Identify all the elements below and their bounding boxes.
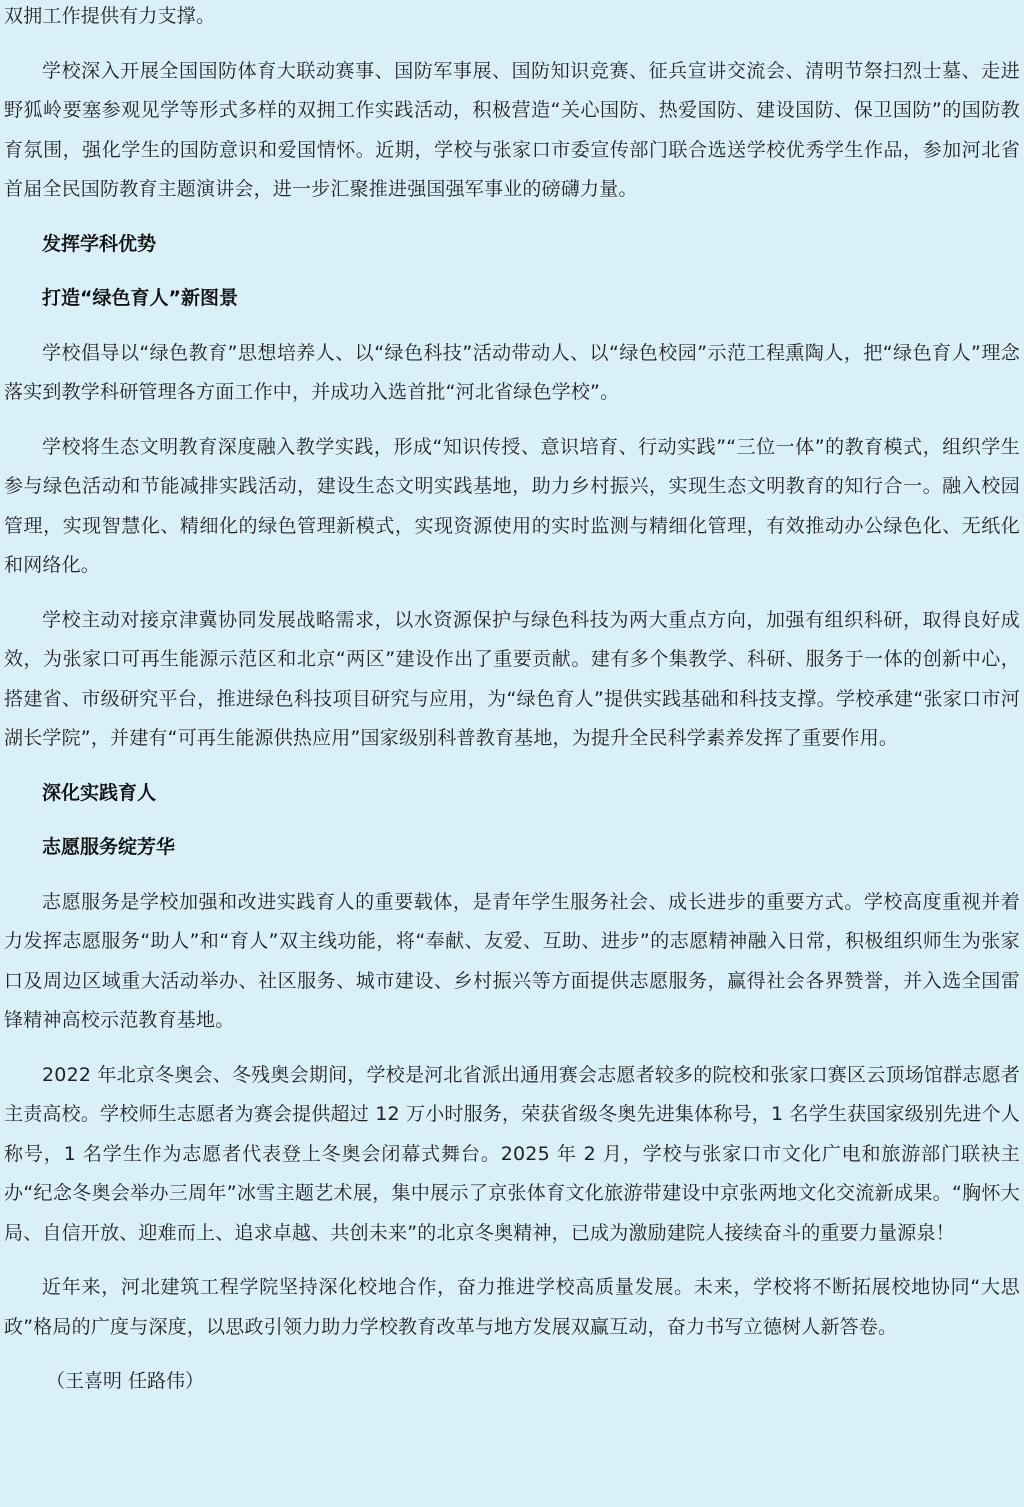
paragraph-gap bbox=[4, 586, 1020, 601]
paragraph-gap bbox=[4, 264, 1020, 279]
section-heading-discipline: 发挥学科优势 bbox=[42, 232, 157, 255]
paragraph-conclusion: 近年来，河北建筑工程学院坚持深化校地合作，奋力推进学校高质量发展。未来，学校将不断拓展校地协同“大思政”格局的广度与深度，以思政引领力助力学校教育改革与地方发展双赢互动，奋力书写立德树人新答卷。 bbox=[4, 1276, 1020, 1338]
paragraph-green-education: 学校倡导以“绿色教育”思想培养人、以“绿色科技”活动带动人、以“绿色校园”示范工程熏陶人，把“绿色育人”理念落实到教学科研管理各方面工作中，并成功入选首批“河北省绿色学校”。 bbox=[4, 341, 1020, 403]
paragraph-gap bbox=[4, 868, 1020, 883]
paragraph-national-defense: 学校深入开展全国国防体育大联动赛事、国防军事展、国防知识竞赛、征兵宣讲交流会、清明节祭扫烈士墓、走进野狐岭要塞参观见学等形式多样的双拥工作实践活动，积极营造“关心国防、热爱国防、建设国防、保卫国防”的国防教育氛围，强化学生的国防意识和爱国情怀。近期，学校与张家口市委宣传部门联合选送学校优秀学生作品，参加河北省首届全民国防教育主题演讲会，进一步汇聚推进强国强军事业的磅礴力量。 bbox=[4, 59, 1020, 200]
section-subheading-volunteer: 志愿服务绽芳华 bbox=[42, 836, 176, 858]
paragraph-gap bbox=[4, 319, 1020, 334]
section-subheading-green: 打造“绿色育人”新图景 bbox=[42, 287, 238, 309]
paragraph-gap bbox=[4, 210, 1020, 225]
author-byline: （王喜明 任路伟） bbox=[46, 1370, 205, 1392]
paragraph-gap bbox=[4, 1347, 1020, 1362]
paragraph-gap bbox=[4, 413, 1020, 428]
paragraph-winter-olympics: 2022 年北京冬奥会、冬残奥会期间，学校是河北省派出通用赛会志愿者较多的院校和张家口赛区云顶场馆群志愿者主责高校。学校师生志愿者为赛会提供超过 12 万小时服务，荣获省级冬奥先进集体称号，1 名学生获国家级别先进个人称号，1 名学生作为志愿者代表登上冬奥会闭幕式舞台。2025 年 2 月，学校与张家口市文化广电和旅游部门联袂主办“纪念冬奥会举办三周年”冰雪主题艺术展，集中展示了京张体育文化旅游带建设中京张两地文化交流新成果。“胸怀大局、自信开放、迎难而上、追求卓越、共创未来”的北京冬奥精神，已成为激励建院人接续奋斗的重要力量源泉！ bbox=[4, 1063, 1020, 1244]
paragraph-research: 学校主动对接京津冀协同发展战略需求，以水资源保护与绿色科技为两大重点方向，加强有组织科研，取得良好成效，为张家口可再生能源示范区和北京“两区”建设作出了重要贡献。建有多个集教学、科研、服务于一体的创新中心，搭建省、市级研究平台，推进绿色科技项目研究与应用，为“绿色育人”提供实践基础和科技支撑。学校承建“张家口市河湖长学院”，并建有“可再生能源供热应用”国家级别科普教育基地，为提升全民科学素养发挥了重要作用。 bbox=[4, 608, 1020, 749]
paragraph-gap bbox=[4, 813, 1020, 828]
paragraph-gap bbox=[4, 1041, 1020, 1056]
paragraph-support: 双拥工作提供有力支撑。 bbox=[4, 5, 216, 27]
paragraph-volunteer-service: 志愿服务是学校加强和改进实践育人的重要载体，是青年学生服务社会、成长进步的重要方式。学校高度重视并着力发挥志愿服务“助人”和“育人”双主线功能，将“奉献、友爱、互助、进步”的志愿精神融入日常，积极组织师生为张家口及周边区域重大活动举办、社区服务、城市建设、乡村振兴等方面提供志愿服务，赢得社会各界赞誉，并入选全国雷锋精神高校示范教育基地。 bbox=[4, 890, 1020, 1031]
paragraph-gap bbox=[4, 759, 1020, 774]
section-heading-practice: 深化实践育人 bbox=[42, 781, 157, 804]
paragraph-gap bbox=[4, 1253, 1020, 1268]
paragraph-ecological-civilization: 学校将生态文明教育深度融入教学实践，形成“知识传授、意识培育、行动实践”“三位一体”的教育模式，组织学生参与绿色活动和节能减排实践活动，建设生态文明实践基地，助力乡村振兴，实现生态文明教育的知行合一。融入校园管理，实现智慧化、精细化的绿色管理新模式，实现资源使用的实时监测与精细化管理，有效推动办公绿色化、无纸化和网络化。 bbox=[4, 435, 1020, 576]
paragraph-gap bbox=[4, 37, 1020, 52]
